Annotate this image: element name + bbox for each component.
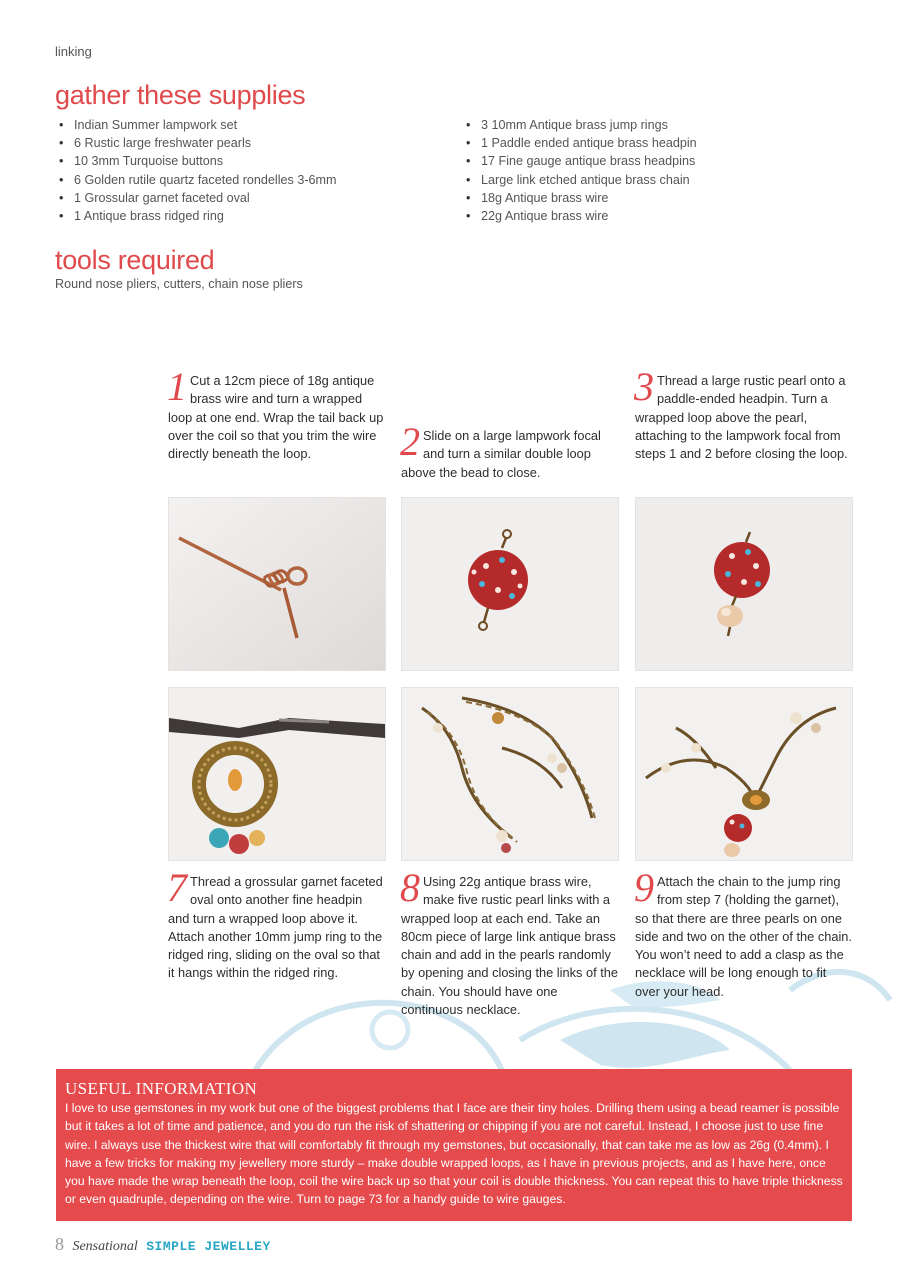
step-number: 8 bbox=[400, 865, 420, 910]
step-1-photo bbox=[168, 497, 386, 671]
supply-item: • 1 Grossular garnet faceted oval bbox=[56, 189, 337, 207]
step-2-photo bbox=[401, 497, 619, 671]
step-8 bbox=[400, 865, 619, 1019]
supply-item: • 10 3mm Turquoise buttons bbox=[56, 152, 337, 170]
supply-item: • 22g Antique brass wire bbox=[463, 207, 697, 225]
magazine-title: SIMPLE JEWELLEY bbox=[146, 1239, 271, 1254]
step-number: 3 bbox=[634, 364, 654, 409]
step-3-photo bbox=[635, 497, 853, 671]
supply-item: • 17 Fine gauge antique brass headpins bbox=[463, 152, 697, 170]
info-body: I love to use gemstones in my work but one of the biggest problems that I face are their tiny holes. Drilling them using a bead reamer is possible but it takes a lot of time and patience, and you do run the risk of shattering or chipping if you are not careful. Instead, I choose just to use fine wire. I always use the thickest wire that will comfortably fit through my gemstones, but occasionally, that can take me as low as 26g (0.4mm). I have a few tricks for making my jewellery more sturdy – make double wrapped loops, as I have in previous projects, and as I have here, once you have made the wrap beneath the loop, coil the wire back up so that your coil is double thickness. You can repeat this to have triple thickness or even quadruple, depending on the wire. Turn to page 73 for a handy guide to wire gauges. bbox=[65, 1101, 843, 1207]
step-7 bbox=[167, 865, 386, 983]
step-text: Slide on a large lampwork focal and turn a similar double loop above the bead to close. bbox=[401, 428, 601, 480]
step-3 bbox=[634, 364, 853, 463]
step-number: 2 bbox=[400, 419, 420, 464]
supplies-heading: gather these supplies bbox=[55, 80, 306, 110]
step-number: 1 bbox=[167, 364, 187, 409]
step-text: Cut a 12cm piece of 18g antique brass wire and turn a wrapped loop at one end. Wrap the tail back up over the coil so that you trim the wire directly beneath the loop. bbox=[168, 373, 384, 462]
section-label: linking bbox=[55, 44, 92, 59]
step-text: Using 22g antique brass wire, make five rustic pearl links with a wrapped loop at each end. Take an 80cm piece of large link antique brass chain and add in the pearls randomly by opening and closing the links of the chain. You should have one continuous necklace. bbox=[401, 874, 618, 1018]
supply-item: • 6 Golden rutile quartz faceted rondelles 3-6mm bbox=[56, 171, 337, 189]
step-9-photo bbox=[635, 687, 853, 861]
useful-information-box bbox=[56, 1069, 852, 1221]
tools-heading: tools required bbox=[55, 245, 215, 275]
step-number: 7 bbox=[167, 865, 187, 910]
step-1 bbox=[167, 364, 386, 463]
page-number: 8 bbox=[55, 1234, 64, 1254]
step-text: Thread a large rustic pearl onto a paddle-ended headpin. Turn a wrapped loop above the pearl, attaching to the lampwork focal from steps 1 and 2 before closing the loop. bbox=[635, 373, 848, 462]
tools-text: Round nose pliers, cutters, chain nose pliers bbox=[55, 277, 303, 291]
supply-item: • Large link etched antique brass chain bbox=[463, 171, 697, 189]
step-7-photo bbox=[168, 687, 386, 861]
step-text: Attach the chain to the jump ring from step 7 (holding the garnet), so that there are three pearls on one side and two on the other of the chain. You won’t need to add a clasp as the necklace will be long enough to fit over your head. bbox=[635, 874, 852, 999]
step-9 bbox=[634, 865, 853, 1001]
step-number: 9 bbox=[634, 865, 654, 910]
supply-item: • Indian Summer lampwork set bbox=[56, 116, 337, 134]
supplies-list-left bbox=[56, 116, 337, 225]
supplies-list-right bbox=[463, 116, 697, 225]
page-footer bbox=[55, 1234, 271, 1255]
supply-item: • 18g Antique brass wire bbox=[463, 189, 697, 207]
supply-item: • 6 Rustic large freshwater pearls bbox=[56, 134, 337, 152]
magazine-brand: Sensational bbox=[72, 1239, 138, 1254]
step-2 bbox=[400, 419, 619, 482]
step-text: Thread a grossular garnet faceted oval onto another fine headpin and turn a wrapped loop above it. Attach another 10mm jump ring to the ridged ring, sliding on the oval so that it hangs within the ridged ring. bbox=[168, 874, 383, 981]
supply-item: • 3 10mm Antique brass jump rings bbox=[463, 116, 697, 134]
supply-item: • 1 Paddle ended antique brass headpin bbox=[463, 134, 697, 152]
info-title: USEFUL INFORMATION bbox=[65, 1079, 258, 1098]
supply-item: • 1 Antique brass ridged ring bbox=[56, 207, 337, 225]
step-8-photo bbox=[401, 687, 619, 861]
